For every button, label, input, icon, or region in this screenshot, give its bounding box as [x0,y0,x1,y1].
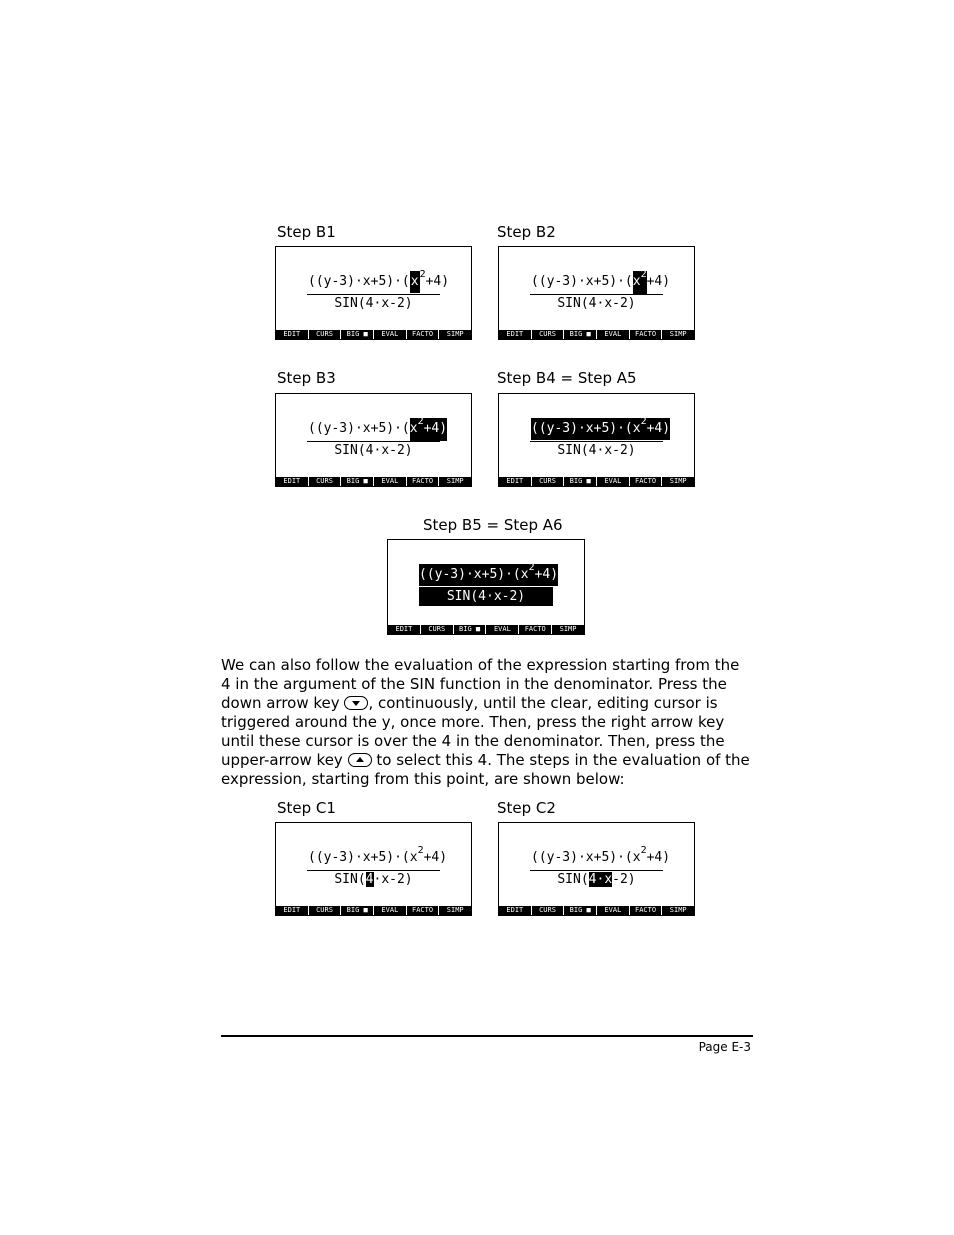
denominator: SIN(4·x-2) [334,443,413,458]
numerator: ((y-3)·x+5)·(x2+4) [308,845,448,865]
down-arrow-key-icon [344,696,368,710]
numerator: ((y-3)·x+5)·(x2+4) [531,418,670,440]
figure-caption: Step C2 [497,799,556,817]
calculator-screen [387,539,585,635]
calculator-screen [275,246,472,340]
up-arrow-key-icon [348,753,372,767]
calculator-screen [498,246,695,340]
figure-caption: Step B4 = Step A5 [497,369,637,387]
soft-menu: EDIT CURS BIG ■ EVAL FACTO SIMP [499,330,694,339]
figure-caption: Step C1 [277,799,336,817]
body-paragraph: We can also follow the evaluation of the expression starting from the 4 in the argument of the SIN function in the denominator. Press the down arrow key , continuously, until the clear, editing cursor is triggered around the y, once more. Then, press the right arrow key until these cursor is over the 4 in the denominator. Then, press the upper-arrow key to select this 4. The steps in the evaluation of the expression, starting from this point, are shown below: [221,656,750,788]
soft-menu: EDIT CURS BIG ■ EVAL FACTO SIMP [499,477,694,486]
denominator: SIN(4·x-2) [334,872,413,887]
numerator: ((y-3)·x+5)·(x2+4) [419,564,558,586]
calculator-screen [275,822,472,916]
soft-menu: EDIT CURS BIG ■ EVAL FACTO SIMP [276,906,471,915]
calculator-screen [498,393,695,487]
denominator: SIN(4·x-2) [557,872,636,887]
calculator-screen [275,393,472,487]
denominator: SIN(4·x-2) [557,443,636,458]
figure-caption: Step B5 = Step A6 [423,516,563,534]
figure-caption: Step B1 [277,223,336,241]
page-number: Page E-3 [698,1040,751,1054]
figure-caption: Step B3 [277,369,336,387]
soft-menu: EDIT CURS BIG ■ EVAL FACTO SIMP [276,477,471,486]
numerator: ((y-3)·x+5)·(x2+4) [531,271,670,293]
numerator: ((y-3)·x+5)·(x2+4) [531,845,671,865]
soft-menu: EDIT CURS BIG ■ EVAL FACTO SIMP [276,330,471,339]
denominator: SIN(4·x-2) [334,296,413,311]
calculator-screen [498,822,695,916]
soft-menu: EDIT CURS BIG ■ EVAL FACTO SIMP [499,906,694,915]
denominator: SIN(4·x-2) [557,296,636,311]
footer-rule [221,1035,753,1037]
denominator: SIN(4·x-2) [388,588,584,606]
numerator: ((y-3)·x+5)·(x2+4) [308,271,449,293]
figure-caption: Step B2 [497,223,556,241]
numerator: ((y-3)·x+5)·(x2+4) [308,418,447,440]
soft-menu: EDIT CURS BIG ■ EVAL FACTO SIMP [388,625,584,634]
